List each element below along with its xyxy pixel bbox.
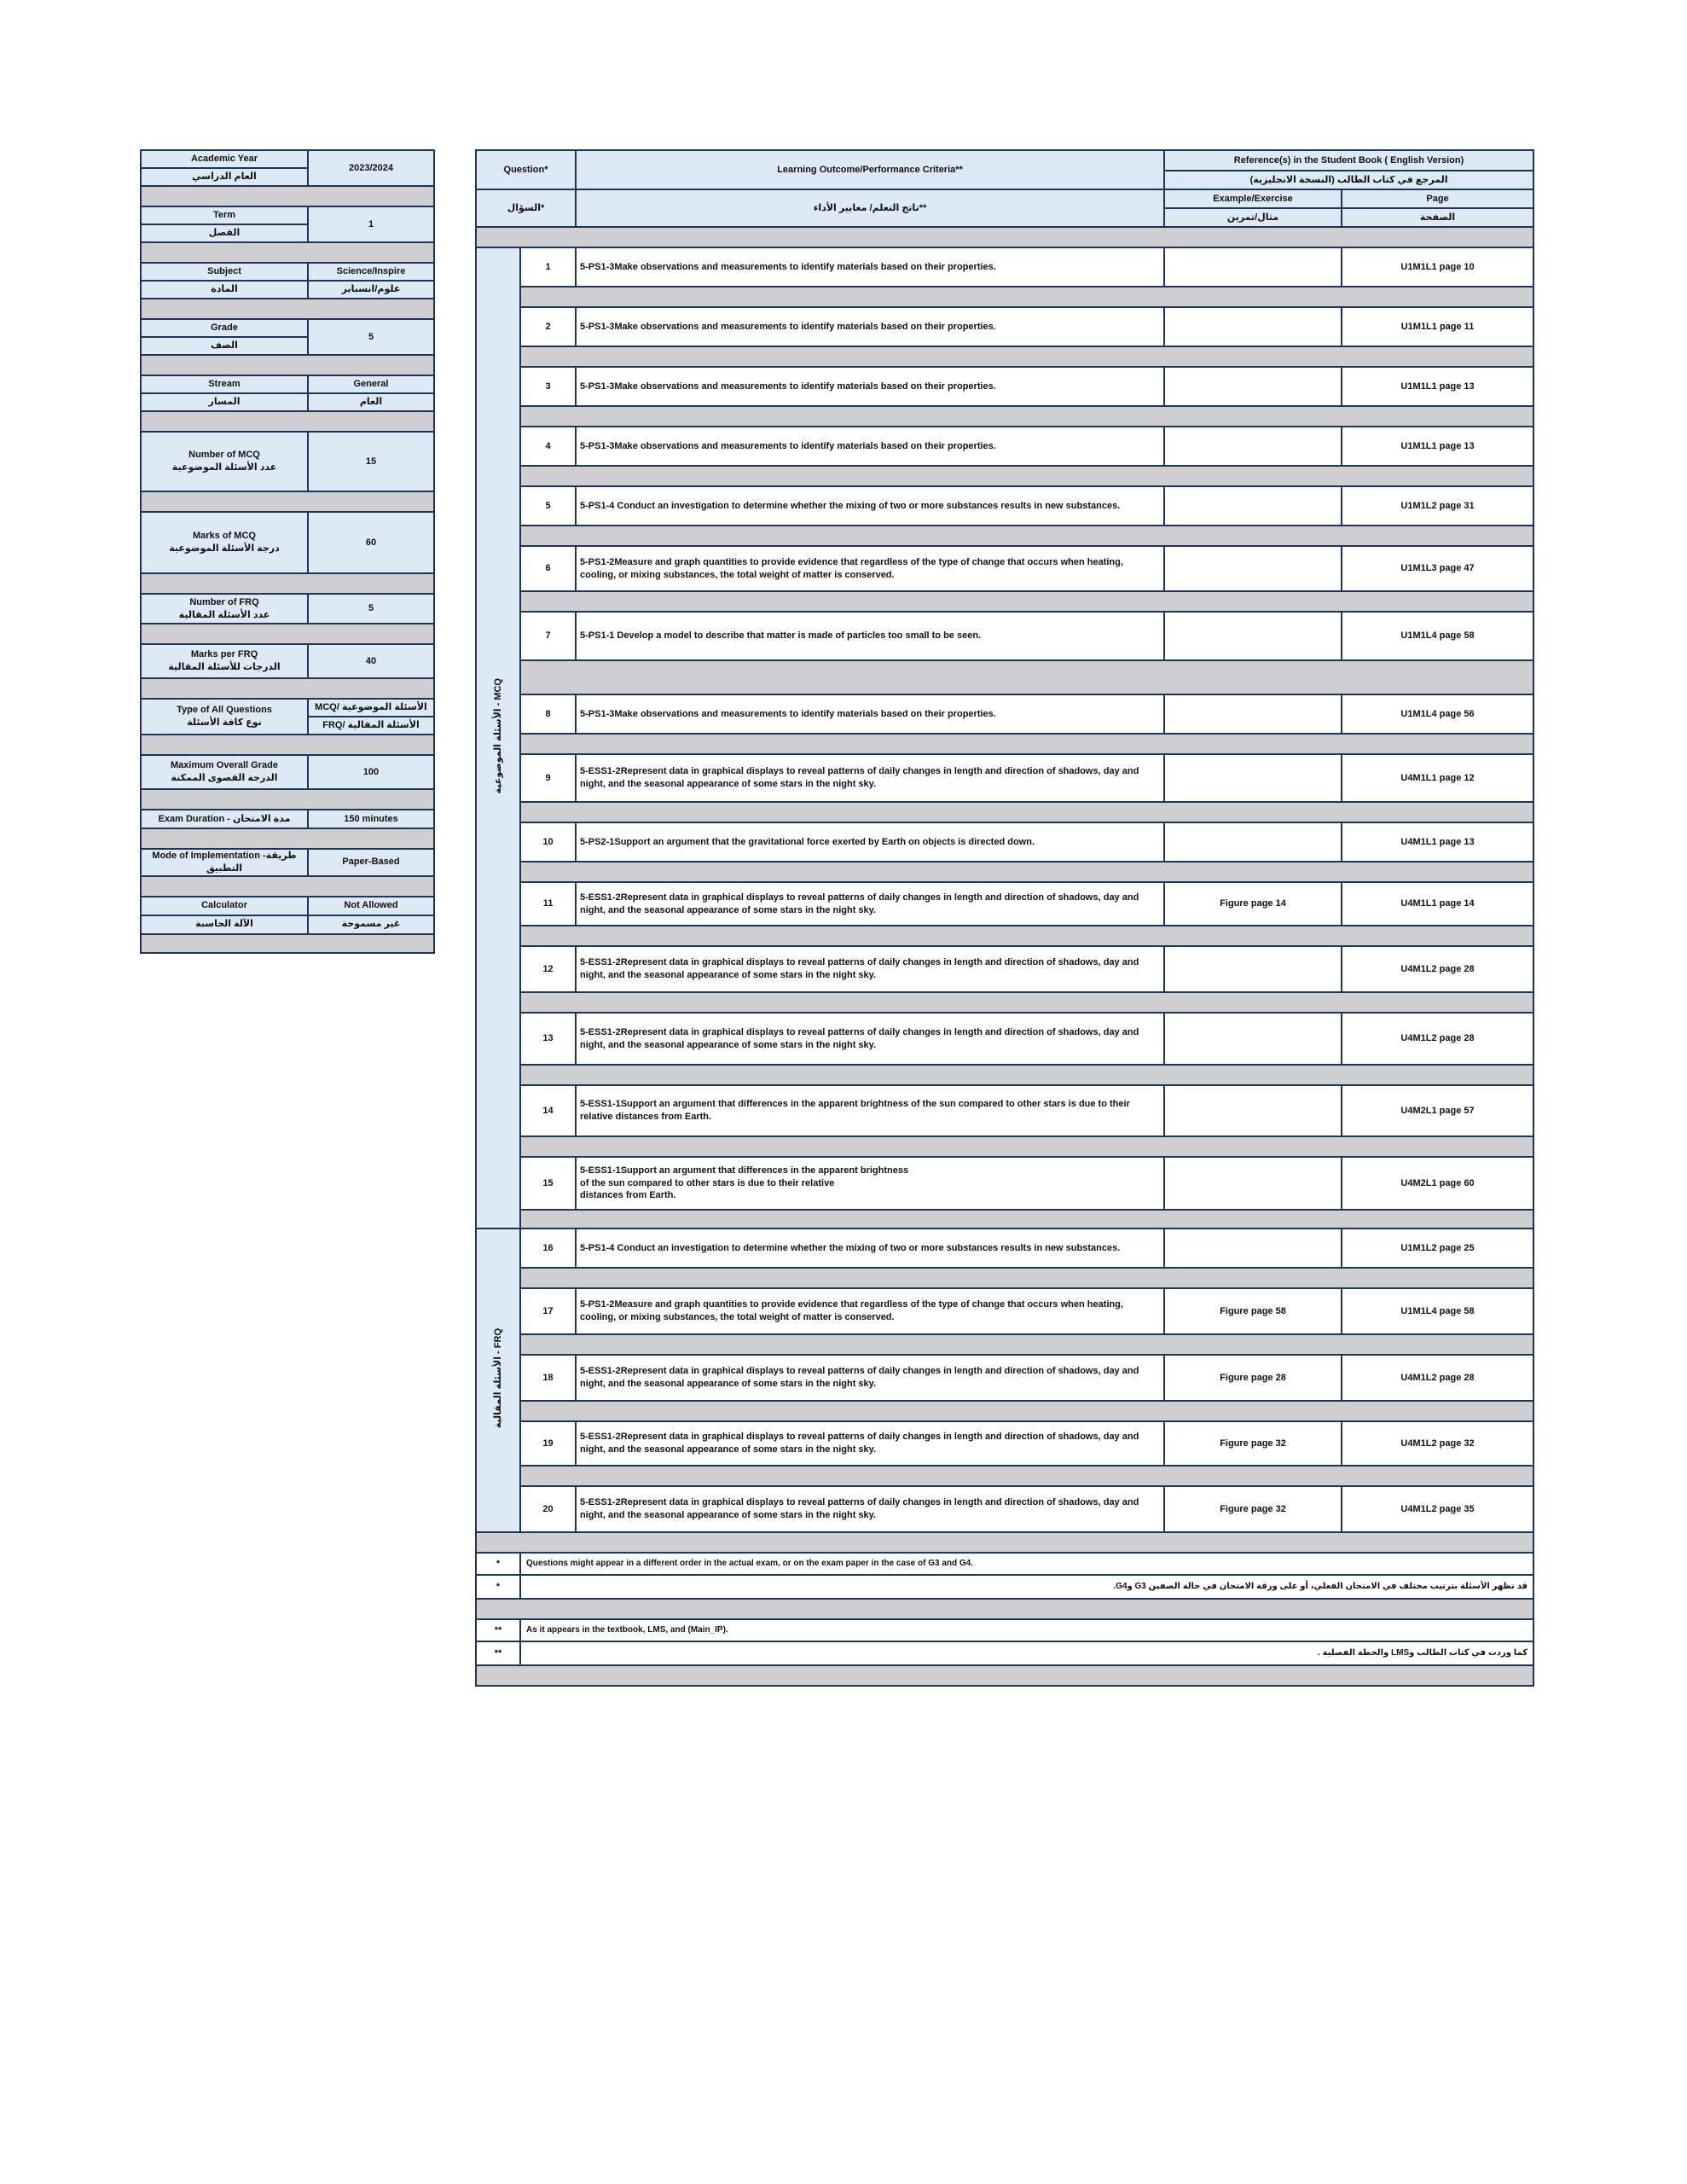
example-exercise: [1164, 754, 1342, 802]
exam-duration-value: 150 minutes: [308, 810, 434, 828]
number-of-mcq-ar: عدد الأسئلة الموضوعية: [171, 462, 277, 473]
learning-outcome: 5-ESS1-2Represent data in graphical displays to reveal patterns of daily changes in length and direction of shadows, day and night, and the seasonal appearance of some stars in the night sky.: [576, 754, 1164, 802]
example-exercise: [1164, 1157, 1342, 1210]
reference-page: U4M1L2 page 28: [1342, 946, 1533, 992]
question-number: 16: [520, 1228, 576, 1268]
spacer-row: [520, 466, 1533, 486]
example-exercise: [1164, 367, 1342, 406]
spacer-row: [141, 411, 434, 432]
term-label-ar: الفصل: [141, 224, 308, 242]
example-exercise: [1164, 1085, 1342, 1136]
spacer-row: [520, 1210, 1533, 1228]
spacer-row: [476, 227, 1533, 247]
marks-of-mcq-value: 60: [308, 512, 434, 573]
spacer-row: [141, 678, 434, 699]
question-row: [476, 1013, 1533, 1065]
calculator-label: Calculator: [141, 897, 308, 915]
question-spec-table: [475, 149, 1534, 1687]
question-row: [476, 1228, 1533, 1268]
note-order-ar: قد تظهر الأسئلة بترتيب مختلف في الامتحان الفعلي، أو على ورقة الامتحان في حالة الصفين G3 وG4.: [520, 1575, 1533, 1599]
question-number: 15: [520, 1157, 576, 1210]
question-row: [476, 1288, 1533, 1334]
example-exercise: [1164, 1013, 1342, 1065]
note-source-en: As it appears in the textbook, LMS, and (Main_IP).: [520, 1619, 1533, 1641]
question-row: [476, 1355, 1533, 1401]
question-number: 7: [520, 612, 576, 660]
marks-per-frq-en: Marks per FRQ: [190, 649, 258, 660]
academic-year-label-ar: العام الدراسي: [141, 168, 308, 186]
reference-page: U4M1L1 page 13: [1342, 822, 1533, 862]
learning-outcome: 5-ESS1-2Represent data in graphical displays to reveal patterns of daily changes in length and direction of shadows, day and night, and the seasonal appearance of some stars in the night sky.: [576, 1355, 1164, 1401]
reference-header: Reference(s) in the Student Book ( English Version): [1164, 150, 1533, 171]
marks-per-frq-label: [141, 644, 308, 678]
question-type-label: [141, 699, 308, 735]
subject-value: Science/Inspire: [308, 263, 434, 281]
number-of-mcq-value: 15: [308, 432, 434, 491]
spacer-row: [141, 299, 434, 319]
question-number: 2: [520, 307, 576, 346]
max-grade-en: Maximum Overall Grade: [171, 760, 278, 771]
calculator-value: Not Allowed: [308, 897, 434, 915]
example-exercise: [1164, 307, 1342, 346]
spacer-row: [520, 1268, 1533, 1288]
question-number: 17: [520, 1288, 576, 1334]
question-row: [476, 546, 1533, 591]
spacer-row: [141, 242, 434, 263]
reference-page: U1M1L1 page 10: [1342, 247, 1533, 287]
example-exercise: [1164, 427, 1342, 466]
spacer-row: [141, 876, 434, 897]
spacer-row: [520, 1466, 1533, 1486]
question-row: [476, 486, 1533, 526]
question-number: 13: [520, 1013, 576, 1065]
spacer-row: [141, 573, 434, 594]
reference-page: U4M1L1 page 14: [1342, 882, 1533, 926]
example-exercise: [1164, 1228, 1342, 1268]
spacer-row: [141, 934, 434, 953]
question-row: [476, 882, 1533, 926]
spacer-row: [520, 346, 1533, 367]
exam-info-table: [140, 149, 435, 954]
mcq-section-label: [476, 247, 520, 1228]
question-number: 6: [520, 546, 576, 591]
question-number: 8: [520, 694, 576, 734]
spacer-row: [520, 1334, 1533, 1355]
number-of-mcq-en: Number of MCQ: [188, 450, 260, 461]
learning-outcome: 5-PS1-2Measure and graph quantities to provide evidence that regardless of the type of change that occurs when heating, cooling, or mixing substances, the total weight of matter is conserved.: [576, 546, 1164, 591]
spacer-row: [476, 1599, 1533, 1619]
question-type-frq: الأسئلة المقالية /FRQ: [308, 717, 434, 735]
question-number: 14: [520, 1085, 576, 1136]
example-exercise: Figure page 32: [1164, 1486, 1342, 1532]
learning-outcome: 5-ESS1-1Support an argument that differences in the apparent brightness of the sun compared to other stars is due to their relative distances from Earth.: [576, 1085, 1164, 1136]
max-grade-value: 100: [308, 755, 434, 789]
question-number: 1: [520, 247, 576, 287]
spacer-row: [520, 1136, 1533, 1157]
calculator-value-ar: غير مسموحة: [308, 915, 434, 934]
example-exercise: [1164, 546, 1342, 591]
question-number: 3: [520, 367, 576, 406]
stream-label: Stream: [141, 375, 308, 393]
academic-year-value: 2023/2024: [308, 150, 434, 186]
question-row: [476, 1085, 1533, 1136]
grade-label-ar: الصف: [141, 337, 308, 355]
reference-page: U4M1L2 page 28: [1342, 1013, 1533, 1065]
question-row: [476, 1421, 1533, 1466]
note-double-star-marker: **: [476, 1619, 520, 1641]
note-source-ar: كما وردت في كتاب الطالب وLMS والخطة الفصلية .: [520, 1641, 1533, 1665]
learning-outcome: 5-PS1-4 Conduct an investigation to determine whether the mixing of two or more substances results in new substances.: [576, 1228, 1164, 1268]
question-type-mcq: الأسئلة الموضوعية /MCQ: [308, 699, 434, 717]
example-exercise: Figure page 32: [1164, 1421, 1342, 1466]
question-number: 10: [520, 822, 576, 862]
calculator-label-ar: الآلة الحاسبة: [141, 915, 308, 934]
spacer-row: [520, 862, 1533, 882]
learning-outcome: 5-ESS1-2Represent data in graphical displays to reveal patterns of daily changes in length and direction of shadows, day and night, and the seasonal appearance of some stars in the night sky.: [576, 1421, 1164, 1466]
spacer-row: [141, 491, 434, 512]
example-exercise: [1164, 822, 1342, 862]
spacer-row: [476, 1665, 1533, 1686]
subject-label: Subject: [141, 263, 308, 281]
learning-outcome: 5-PS1-3Make observations and measurements to identify materials based on their properties.: [576, 367, 1164, 406]
learning-outcome: 5-PS1-4 Conduct an investigation to determine whether the mixing of two or more substances results in new substances.: [576, 486, 1164, 526]
term-value: 1: [308, 206, 434, 242]
subject-value-ar: علوم/انسباير: [308, 281, 434, 299]
marks-of-mcq-en: Marks of MCQ: [193, 531, 256, 542]
learning-outcome: 5-PS1-3Make observations and measurements to identify materials based on their properties.: [576, 427, 1164, 466]
max-grade-label: [141, 755, 308, 789]
question-number: 4: [520, 427, 576, 466]
example-exercise: [1164, 247, 1342, 287]
spacer-row: [520, 660, 1533, 694]
reference-page: U1M1L2 page 25: [1342, 1228, 1533, 1268]
spacer-row: [141, 735, 434, 755]
question-row: [476, 307, 1533, 346]
learning-outcome-header-ar: ناتج التعلم/ معايير الأداء**: [576, 189, 1164, 227]
stream-value-ar: العام: [308, 393, 434, 411]
spacer-row: [476, 1532, 1533, 1553]
reference-page: U4M1L2 page 32: [1342, 1421, 1533, 1466]
spacer-row: [520, 992, 1533, 1013]
spacer-row: [520, 526, 1533, 546]
marks-per-frq-value: 40: [308, 644, 434, 678]
max-grade-ar: الدرجة القصوى الممكنة: [171, 773, 278, 783]
question-number: 12: [520, 946, 576, 992]
note-star-marker-ar: *: [476, 1575, 520, 1599]
question-row: [476, 612, 1533, 660]
number-of-frq-en: Number of FRQ: [189, 596, 259, 607]
example-exercise: Figure page 28: [1164, 1355, 1342, 1401]
example-exercise: Figure page 58: [1164, 1288, 1342, 1334]
example-exercise: [1164, 486, 1342, 526]
page-header-ar: الصفحة: [1342, 208, 1533, 227]
academic-year-label: Academic Year: [141, 150, 308, 168]
learning-outcome: 5-PS2-1Support an argument that the gravitational force exerted by Earth on objects is directed down.: [576, 822, 1164, 862]
question-number: 11: [520, 882, 576, 926]
reference-page: U1M1L3 page 47: [1342, 546, 1533, 591]
question-row: [476, 427, 1533, 466]
question-number: 18: [520, 1355, 576, 1401]
learning-outcome: 5-ESS1-2Represent data in graphical displays to reveal patterns of daily changes in length and direction of shadows, day and night, and the seasonal appearance of some stars in the night sky.: [576, 1486, 1164, 1532]
example-exercise: [1164, 694, 1342, 734]
spacer-row: [520, 287, 1533, 307]
exam-duration-label: Exam Duration - مدة الامتحان: [141, 810, 308, 828]
learning-outcome: 5-ESS1-2Represent data in graphical displays to reveal patterns of daily changes in length and direction of shadows, day and night, and the seasonal appearance of some stars in the night sky.: [576, 882, 1164, 926]
learning-outcome: 5-ESS1-2Represent data in graphical displays to reveal patterns of daily changes in length and direction of shadows, day and night, and the seasonal appearance of some stars in the night sky.: [576, 1013, 1164, 1065]
reference-page: U1M1L4 page 56: [1342, 694, 1533, 734]
spacer-row: [141, 624, 434, 644]
spacer-row: [520, 406, 1533, 427]
example-exercise: [1164, 946, 1342, 992]
reference-page: U1M1L1 page 11: [1342, 307, 1533, 346]
example-header-ar: مثال/تمرين: [1164, 208, 1342, 227]
term-label: Term: [141, 206, 308, 224]
learning-outcome-header: Learning Outcome/Performance Criteria**: [576, 150, 1164, 189]
reference-page: U1M1L2 page 31: [1342, 486, 1533, 526]
learning-outcome: 5-ESS1-1Support an argument that differences in the apparent brightness of the sun compared to other stars is due to their relative distances from Earth.: [576, 1157, 1164, 1210]
learning-outcome: 5-PS1-3Make observations and measurements to identify materials based on their properties.: [576, 694, 1164, 734]
reference-page: U4M1L2 page 35: [1342, 1486, 1533, 1532]
question-number: 5: [520, 486, 576, 526]
marks-of-mcq-ar: درجة الأسئلة الموضوعية: [169, 543, 280, 554]
question-row: [476, 367, 1533, 406]
question-number: 20: [520, 1486, 576, 1532]
reference-page: U4M2L1 page 60: [1342, 1157, 1533, 1210]
example-exercise: [1164, 612, 1342, 660]
page-header: Page: [1342, 189, 1533, 208]
marks-of-mcq-label: [141, 512, 308, 573]
learning-outcome: 5-ESS1-2Represent data in graphical displays to reveal patterns of daily changes in length and direction of shadows, day and night, and the seasonal appearance of some stars in the night sky.: [576, 946, 1164, 992]
frq-section-label: [476, 1228, 520, 1532]
reference-page: U4M1L2 page 28: [1342, 1355, 1533, 1401]
spacer-row: [141, 828, 434, 849]
section-label-text: الأسئلة الموضوعية - MCQ: [492, 677, 503, 794]
question-row: [476, 247, 1533, 287]
note-order-en: Questions might appear in a different order in the actual exam, or on the exam paper in the case of G3 and G4.: [520, 1553, 1533, 1575]
subject-label-ar: المادة: [141, 281, 308, 299]
reference-page: U1M1L1 page 13: [1342, 427, 1533, 466]
spacer-row: [520, 1065, 1533, 1085]
question-number: 19: [520, 1421, 576, 1466]
learning-outcome: 5-PS1-2Measure and graph quantities to provide evidence that regardless of the type of change that occurs when heating, cooling, or mixing substances, the total weight of matter is conserved.: [576, 1288, 1164, 1334]
grade-value: 5: [308, 319, 434, 355]
question-header: Question*: [476, 150, 576, 189]
number-of-frq-value: 5: [308, 594, 434, 624]
reference-header-ar: المرجع في كتاب الطالب (النسخة الانجليزية): [1164, 171, 1533, 189]
spacer-row: [520, 1401, 1533, 1421]
note-double-star-marker-ar: **: [476, 1641, 520, 1665]
number-of-frq-label: [141, 594, 308, 624]
number-of-frq-ar: عدد الأسئلة المقالية: [178, 609, 270, 620]
spacer-row: [520, 926, 1533, 946]
marks-per-frq-ar: الدرجات للأسئلة المقالية: [168, 662, 281, 672]
question-row: [476, 946, 1533, 992]
question-type-ar: نوع كافة الأسئلة: [187, 717, 262, 728]
learning-outcome: 5-PS1-1 Develop a model to describe that matter is made of particles too small to be seen.: [576, 612, 1164, 660]
section-label-text: الأسئلة المقالية - FRQ: [492, 1328, 503, 1429]
spacer-row: [141, 355, 434, 375]
question-row: [476, 1486, 1533, 1532]
reference-page: U1M1L1 page 13: [1342, 367, 1533, 406]
spacer-row: [520, 734, 1533, 754]
question-header-ar: السؤال*: [476, 189, 576, 227]
example-header: Example/Exercise: [1164, 189, 1342, 208]
spacer-row: [520, 591, 1533, 612]
question-row: [476, 754, 1533, 802]
stream-value: General: [308, 375, 434, 393]
spacer-row: [141, 789, 434, 810]
mode-value: Paper-Based: [308, 849, 434, 876]
question-row: [476, 1157, 1533, 1210]
grade-label: Grade: [141, 319, 308, 337]
number-of-mcq-label: [141, 432, 308, 491]
learning-outcome: 5-PS1-3Make observations and measurements to identify materials based on their properties.: [576, 307, 1164, 346]
learning-outcome: 5-PS1-3Make observations and measurements to identify materials based on their properties.: [576, 247, 1164, 287]
spacer-row: [141, 186, 434, 206]
reference-page: U1M1L4 page 58: [1342, 612, 1533, 660]
reference-page: U4M1L1 page 12: [1342, 754, 1533, 802]
reference-page: U4M2L1 page 57: [1342, 1085, 1533, 1136]
stream-label-ar: المسار: [141, 393, 308, 411]
note-star-marker: *: [476, 1553, 520, 1575]
question-row: [476, 694, 1533, 734]
reference-page: U1M1L4 page 58: [1342, 1288, 1533, 1334]
question-type-en: Type of All Questions: [177, 705, 272, 716]
spacer-row: [520, 802, 1533, 822]
mode-label: Mode of Implementation -طريقة التطبيق: [141, 849, 308, 876]
example-exercise: Figure page 14: [1164, 882, 1342, 926]
question-row: [476, 822, 1533, 862]
question-number: 9: [520, 754, 576, 802]
